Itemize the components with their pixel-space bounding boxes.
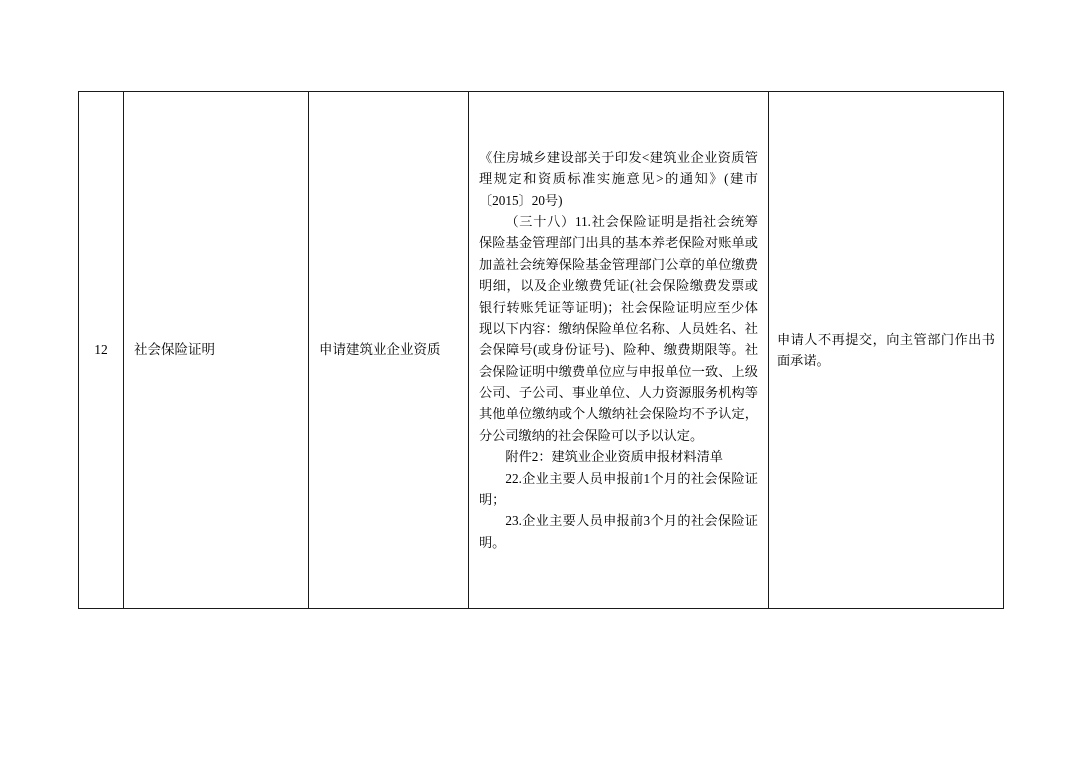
table-row [79,92,1004,609]
material-name-text: 社会保险证明 [134,341,215,357]
legal-basis-paragraph-3: 附件2：建筑业企业资质申报材料清单 [505,449,723,465]
materials-table [78,91,1004,609]
note-text: 申请人不再提交，向主管部门作出书面承诺。 [777,331,995,368]
cell-legal-basis [469,92,769,609]
legal-basis-paragraph-2: （三十八）11.社会保险证明是指社会统筹保险基金管理部门出具的基本养老保险对账单或加盖社会统筹保险基金管理部门公章的单位缴费明细，以及企业缴费凭证(社会保险缴费发票或银行转账凭证等证明)；社会保险证明应至少体现以下内容：缴纳保险单位名称、人员姓名、社会保障号(或身份证号)、险种、缴费期限等。社会保险证明中缴费单位应与申报单位一致、上级公司、子公司、事业单位、人力资源服务机构等其他单位缴纳或个人缴纳社会保险均不予认定，分公司缴纳的社会保险可以予以认定。 [479,214,758,443]
cell-note [769,92,1004,609]
row-index-text: 12 [94,341,108,357]
legal-basis-block [469,141,768,559]
cell-index [79,92,124,609]
legal-basis-paragraph-5: 23.企业主要人员申报前3个月的社会保险证明。 [479,513,758,550]
legal-basis-paragraph-1: 《住房城乡建设部关于印发<建筑业企业资质管理规定和资质标准实施意见>的通知》(建市〔2015〕20号) [479,149,758,208]
cell-material-name [124,92,309,609]
legal-basis-paragraph-4: 22.企业主要人员申报前1个月的社会保险证明； [479,470,758,507]
cell-applicable-scene [309,92,469,609]
applicable-scene-text: 申请建筑业企业资质 [319,341,441,357]
